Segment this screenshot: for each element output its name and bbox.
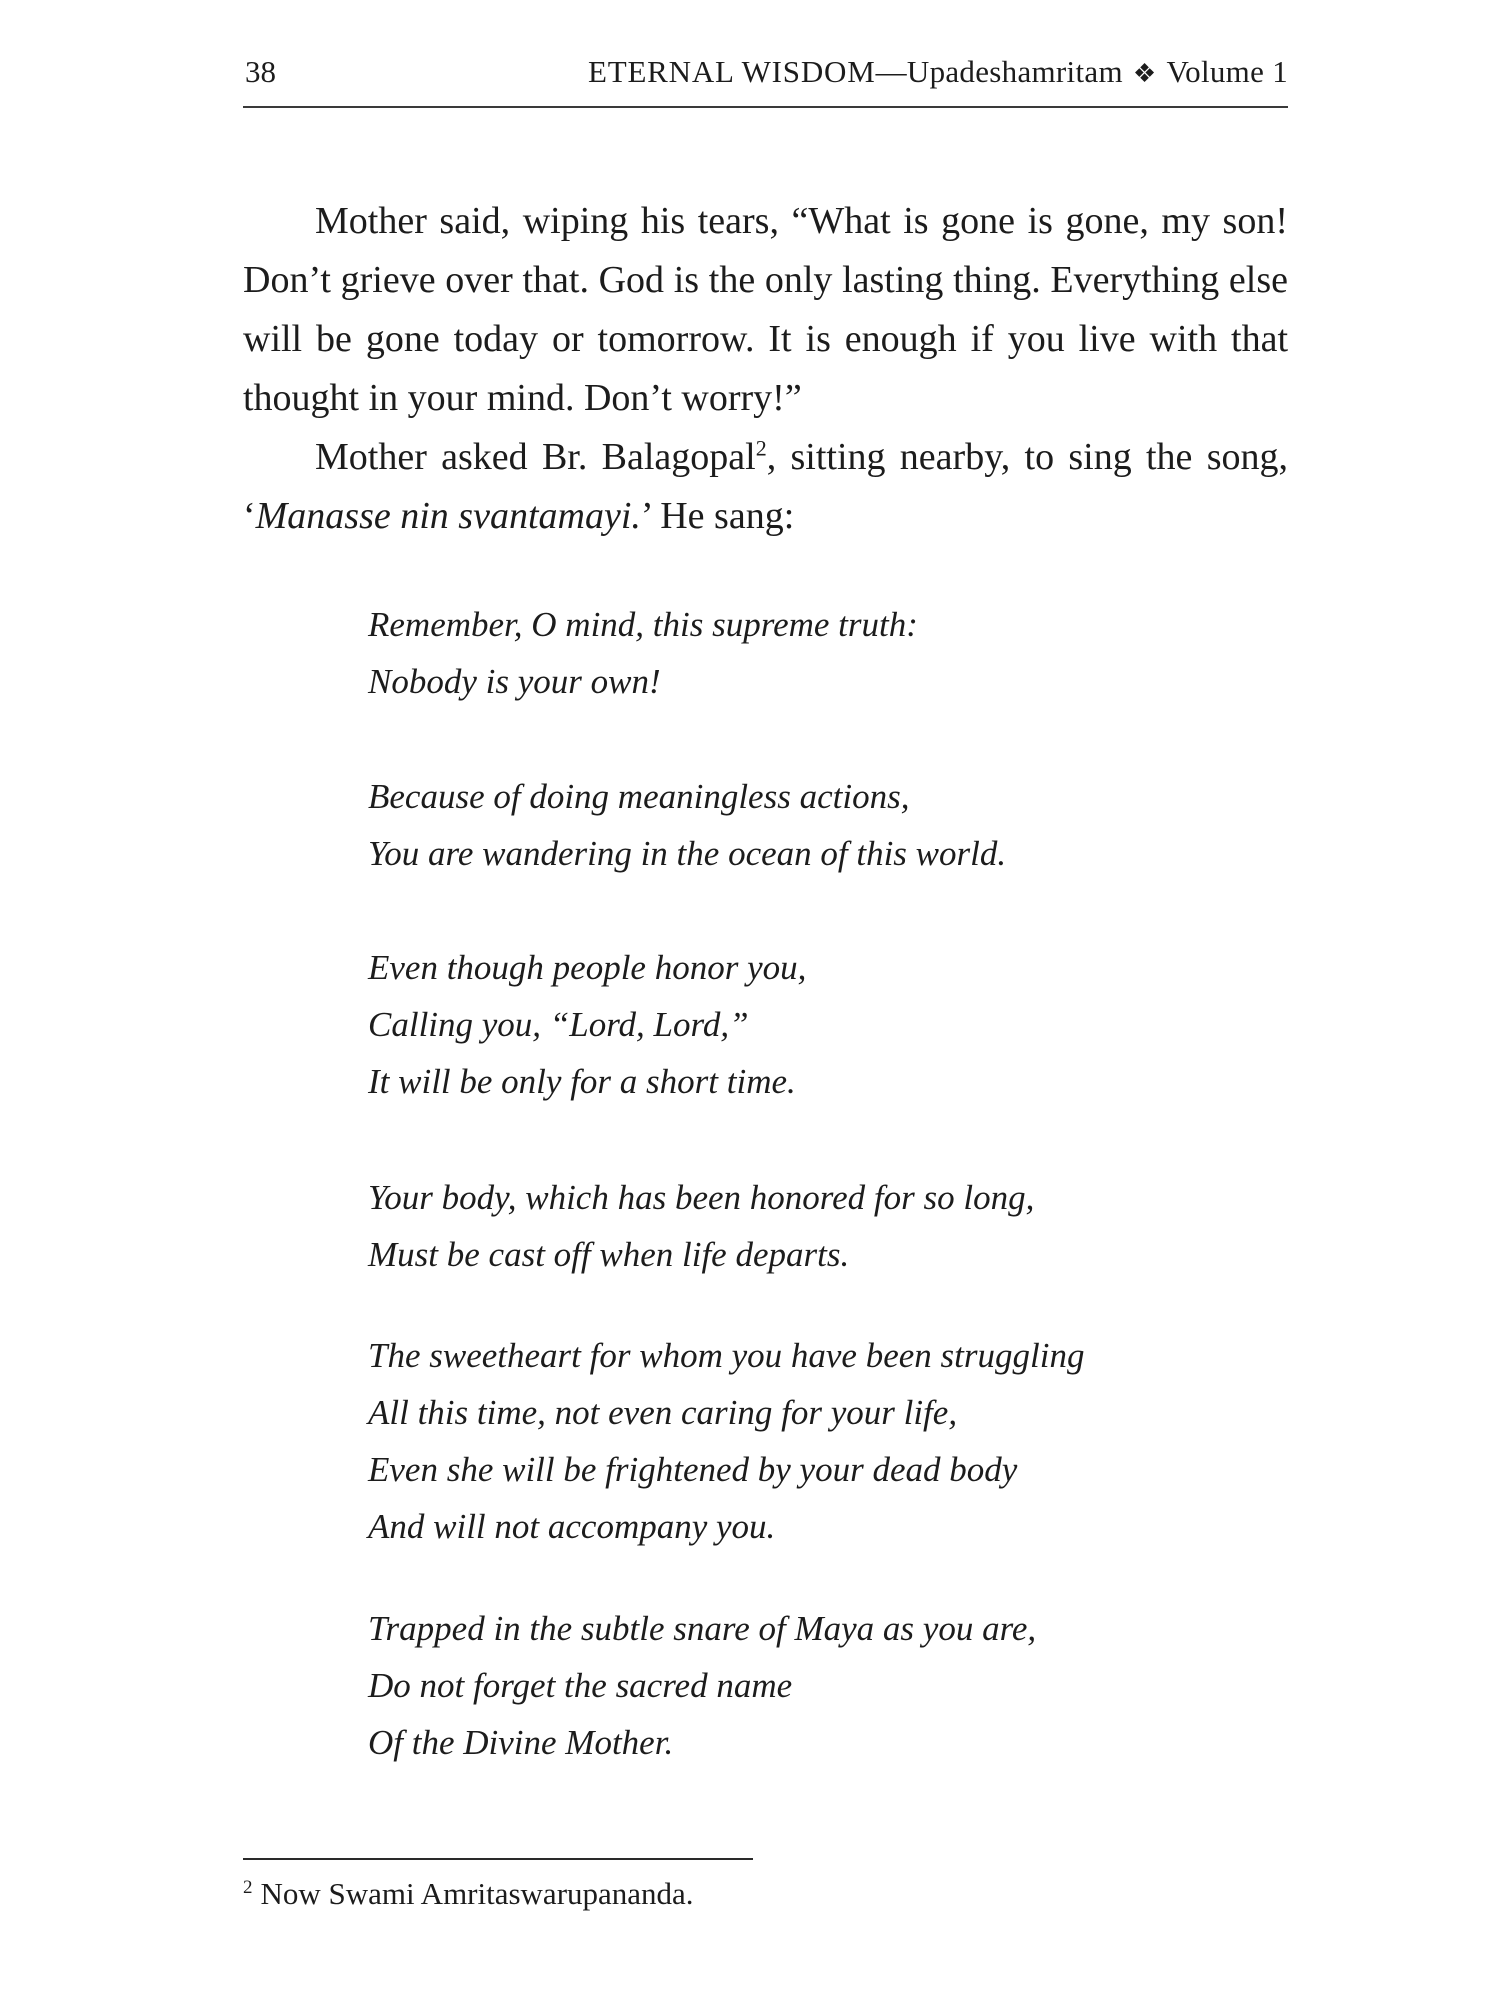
verse-stanza-1 — [368, 596, 1268, 710]
paragraph-2 — [243, 428, 1288, 546]
footnote-reference[interactable]: 2 — [755, 435, 767, 461]
book-title: ETERNAL WISDOM — [587, 54, 876, 89]
footnote — [243, 1876, 694, 1912]
verse-line: Because of doing meaningless actions, — [368, 777, 910, 816]
verse-line: Even though people honor you, — [368, 948, 807, 987]
paragraph-2-text: Mother asked Br. Balagopal — [315, 436, 756, 478]
verse-line: Remember, O mind, this supreme truth: — [368, 605, 918, 644]
verse-line: Nobody is your own! — [368, 662, 661, 701]
paragraph-2-text: ’ He sang: — [640, 495, 795, 537]
title-dash: — — [875, 54, 907, 89]
verse-line: Even she will be frightened by your dead body — [368, 1450, 1018, 1489]
song-title: Manasse nin svantamayi. — [255, 495, 641, 537]
verse-stanza-6 — [368, 1600, 1268, 1771]
volume-label: Volume 1 — [1166, 54, 1288, 89]
verse-stanza-3 — [368, 939, 1268, 1110]
verse-line: Your body, which has been honored for so long, — [368, 1178, 1035, 1217]
ornament-icon: ❖ — [1132, 59, 1157, 88]
verse-line: Of the Divine Mother. — [368, 1723, 674, 1762]
verse-line: And will not accompany you. — [368, 1507, 776, 1546]
verse-line: Do not forget the sacred name — [368, 1666, 793, 1705]
running-title — [588, 54, 1288, 90]
verse-line: The sweetheart for whom you have been struggling — [368, 1336, 1085, 1375]
page-number: 38 — [245, 54, 276, 89]
book-subtitle: Upadeshamritam — [906, 54, 1123, 89]
paragraph-2-text: , sitting nearby, to sing the song, ‘ — [243, 436, 1288, 537]
verse-stanza-2 — [368, 768, 1268, 882]
verse-line: Calling you, “Lord, Lord,” — [368, 1005, 749, 1044]
verse-stanza-5 — [368, 1327, 1268, 1555]
verse-line: Must be cast off when life departs. — [368, 1235, 850, 1274]
verse-line: All this time, not even caring for your life, — [368, 1393, 958, 1432]
running-header — [243, 48, 1288, 108]
footnote-marker: 2 — [243, 1876, 253, 1898]
footnote-text: Now Swami Amritaswarupananda. — [260, 1876, 694, 1911]
paragraph-1: Mother said, wiping his tears, “What is gone is gone, my son! Don’t grieve over that. God is the only lasting thing. Everything else will be gone today or tomorrow. It is enough if you live with that thought in your mind. Don’t worry!” — [243, 200, 1288, 419]
verse-stanza-4 — [368, 1169, 1268, 1283]
verse-line: It will be only for a short time. — [368, 1062, 796, 1101]
body-text — [243, 192, 1288, 546]
verse-line: You are wandering in the ocean of this world. — [368, 834, 1007, 873]
verse-line: Trapped in the subtle snare of Maya as you are, — [368, 1609, 1037, 1648]
footnote-divider — [243, 1858, 753, 1860]
